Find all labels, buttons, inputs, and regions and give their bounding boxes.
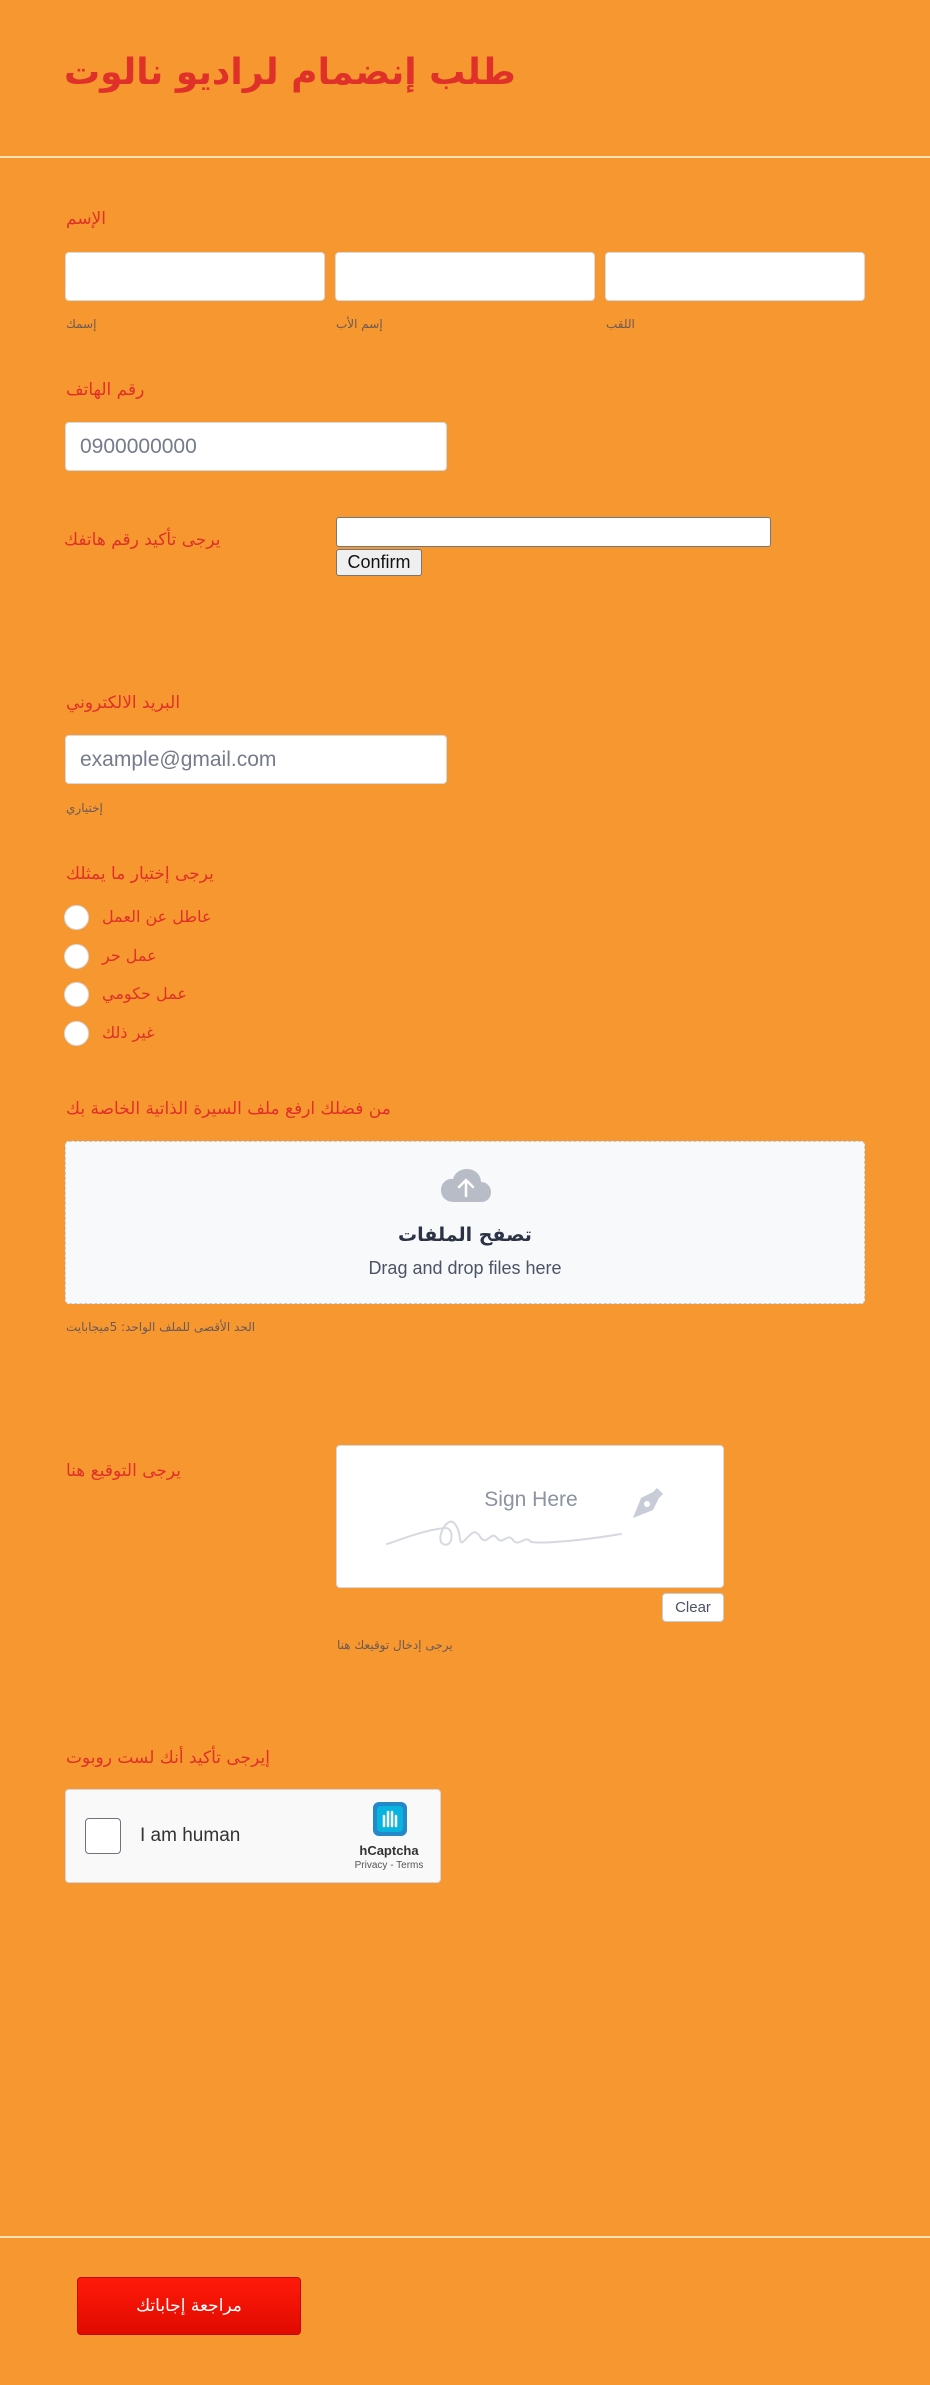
captcha-checkbox-text: I am human	[140, 1825, 241, 1846]
first-name-input[interactable]	[65, 252, 325, 301]
radio-label-unemployed[interactable]: عاطل عن العمل	[102, 907, 212, 926]
phone-placeholder: 0900000000	[80, 435, 197, 458]
footer-divider	[0, 2236, 930, 2238]
cloud-upload-icon	[440, 1168, 492, 1204]
captcha-checkbox[interactable]	[85, 1818, 121, 1854]
review-answers-button[interactable]: مراجعة إجاباتك	[77, 2277, 301, 2335]
confirm-phone-input[interactable]	[336, 517, 771, 547]
occupation-label: يرجى إختيار ما يمثلك	[66, 864, 214, 884]
confirm-phone-label: يرجى تأكيد رقم هاتفك	[64, 530, 221, 550]
email-placeholder: example@gmail.com	[80, 748, 277, 771]
first-name-sublabel: إسمك	[66, 317, 97, 331]
email-input[interactable]	[65, 735, 447, 784]
pen-icon	[627, 1484, 667, 1524]
cv-upload-label: من فضلك ارفع ملف السيرة الذاتية الخاصة بك	[66, 1099, 391, 1119]
hcaptcha-brand: hCaptcha	[359, 1843, 419, 1858]
radio-label-government[interactable]: عمل حكومي	[102, 984, 187, 1003]
radio-freelance[interactable]	[64, 944, 89, 969]
captcha-label: إيرجى تأكيد أنك لست روبوت	[66, 1748, 270, 1768]
form-title: طلب إنضمام لراديو نالوت	[64, 52, 516, 93]
signature-scribble-icon	[385, 1494, 625, 1554]
file-upload-dropzone[interactable]	[65, 1141, 865, 1304]
radio-government[interactable]	[64, 982, 89, 1007]
sign-here-placeholder: Sign Here	[484, 1488, 578, 1511]
signature-pad[interactable]	[336, 1445, 724, 1588]
radio-label-freelance[interactable]: عمل حر	[102, 946, 157, 965]
radio-unemployed[interactable]	[64, 905, 89, 930]
hcaptcha-widget	[65, 1789, 441, 1883]
hcaptcha-logo-icon	[371, 1800, 409, 1838]
signature-sublabel: يرجى إدخال توقيعك هنا	[337, 1638, 453, 1652]
phone-input[interactable]	[65, 422, 447, 471]
father-name-sublabel: إسم الأب	[336, 317, 383, 331]
clear-signature-button[interactable]: Clear	[662, 1593, 724, 1622]
email-label: البريد الالكتروني	[66, 693, 181, 713]
email-sublabel: إختياري	[66, 801, 103, 815]
name-label: الإسم	[66, 209, 106, 229]
phone-label: رقم الهاتف	[66, 380, 145, 400]
radio-label-other[interactable]: غير ذلك	[102, 1023, 155, 1042]
hcaptcha-links[interactable]: Privacy - Terms	[354, 1860, 424, 1871]
header-divider	[0, 156, 930, 158]
radio-other[interactable]	[64, 1021, 89, 1046]
father-name-input[interactable]	[335, 252, 595, 301]
signature-label: يرجى التوقيع هنا	[66, 1461, 181, 1481]
file-limit-text: الحد الأقصى للملف الواحد: 5ميجابايت	[66, 1320, 256, 1334]
last-name-input[interactable]	[605, 252, 865, 301]
last-name-sublabel: اللقب	[606, 317, 635, 331]
browse-files-label[interactable]: تصفح الملفات	[398, 1224, 532, 1246]
confirm-phone-button[interactable]: Confirm	[336, 549, 422, 576]
drag-drop-text: Drag and drop files here	[368, 1258, 562, 1278]
